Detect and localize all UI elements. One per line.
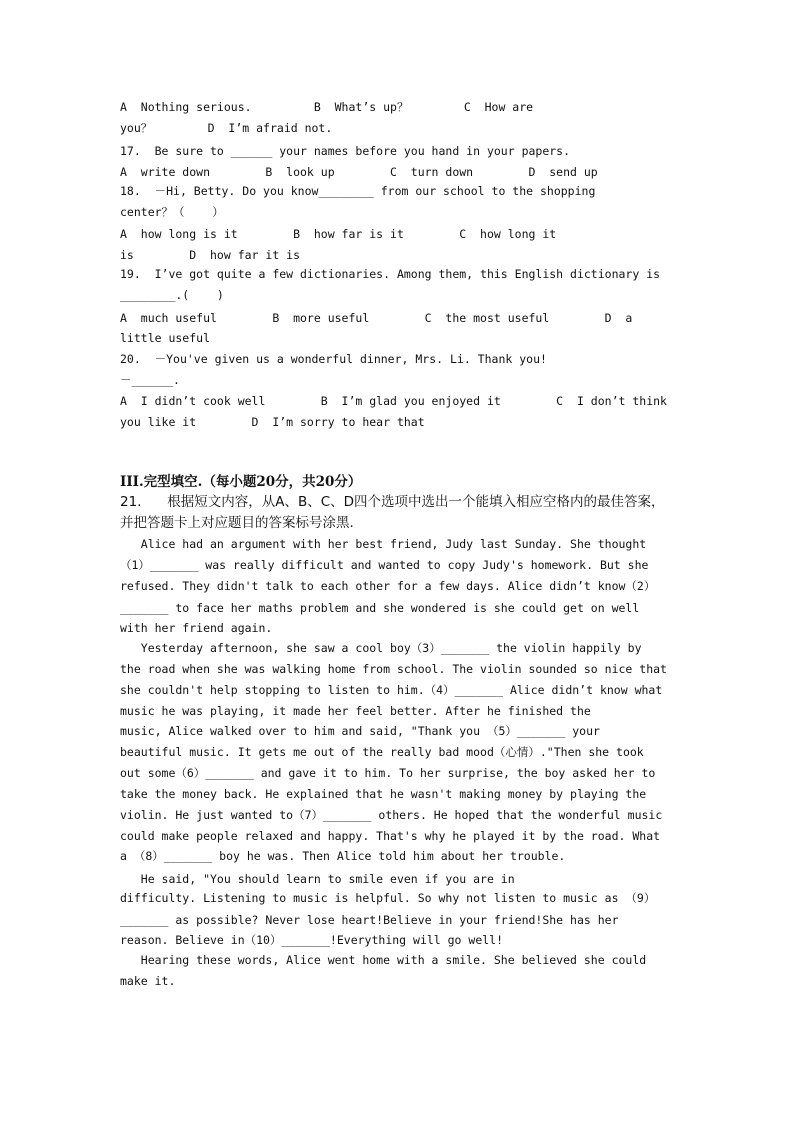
q18-stem-line-2: center？（ ）	[120, 205, 224, 219]
q19-options-line-1: A much useful B more useful C the most useful D a	[120, 311, 633, 325]
q18-options-line-1: A how long is it B how far is it C how long it	[120, 227, 557, 241]
passage-line: He said, "You should learn to smile even if you are in	[120, 872, 515, 886]
section-heading: III.完型填空.（每小题20分，共20分）	[120, 474, 362, 490]
passage-line: out some（6）_______ and gave it to him. To her surprise, the boy asked her to	[120, 766, 656, 780]
passage-line: _______ to face her maths problem and she wondered is she could get on well	[120, 601, 640, 615]
passage-line: the road when she was walking home from school. The violin sounded so nice that	[120, 662, 667, 676]
q20-options-line-2: you like it D I’m sorry to hear that	[120, 415, 425, 429]
q16-options-line-1: A Nothing serious. B What’s up？ C How are	[120, 100, 534, 114]
passage-line: _______ as possible? Never lose heart!Believe in your friend!She has her	[120, 913, 619, 927]
q20-stem-line-1: 20. －You've given us a wonderful dinner, Mrs. Li. Thank you!	[120, 352, 547, 366]
q16-options-line-2: you？ D I’m afraid not.	[120, 121, 333, 135]
passage-line: music, Alice walked over to him and said, "Thank you （5）_______ your	[120, 724, 600, 738]
passage-line: beautiful music. It gets me out of the really bad mood（心情）."Then she took	[120, 745, 644, 759]
passage-line: Hearing these words, Alice went home with a smile. She believed she could	[120, 953, 647, 967]
passage-line: （1）_______ was really difficult and wanted to copy Judy's homework. But she	[120, 558, 649, 572]
passage-line: reason. Believe in（10）_______!Everything will go well!	[120, 933, 504, 947]
passage-line: music he was playing, it made her feel better. After he finished the	[120, 704, 591, 718]
q20-options-line-1: A I didn’t cook well B I’m glad you enjoyed it C I don’t think	[120, 394, 667, 408]
q19-stem-line-2: ________.( )	[120, 288, 224, 302]
passage-line: could make people relaxed and happy. That's why he played it by the road. What	[120, 829, 661, 843]
passage-line: with her friend again.	[120, 621, 273, 635]
passage-line: violin. He just wanted to（7）_______ others. He hoped that the wonderful music	[120, 808, 663, 822]
q20-stem-line-2: －______.	[120, 373, 180, 387]
passage-line: Alice had an argument with her best friend, Judy last Sunday. She thought	[120, 537, 647, 551]
q17-stem: 17. Be sure to ______ your names before you hand in your papers.	[120, 144, 571, 158]
passage-line: a （8）_______ boy he was. Then Alice told him about her trouble.	[120, 849, 566, 863]
passage-line: refused. They didn't talk to each other for a few days. Alice didn’t know（2）	[120, 579, 656, 593]
passage-line: she couldn't help stopping to listen to him.（4）_______ Alice didn’t know what	[120, 683, 663, 697]
q19-options-line-2: little useful	[120, 331, 211, 345]
q18-stem-line-1: 18. －Hi, Betty. Do you know________ from our school to the shopping	[120, 184, 596, 198]
passage-line: difficulty. Listening to music is helpful. So why not listen to music as （9）	[120, 891, 656, 905]
passage-line: take the money back. He explained that he wasn't making money by playing the	[120, 787, 647, 801]
passage-line: make it.	[120, 974, 176, 988]
q17-options: A write down B look up C turn down D send up	[120, 165, 598, 179]
q19-stem-line-1: 19. I’ve got quite a few dictionaries. Among them, this English dictionary is	[120, 267, 661, 281]
instruction-line-1: 21. 根据短文内容，从A、B、C、D四个选项中选出一个能填入相应空格内的最佳答案，	[120, 494, 665, 510]
q18-options-line-2: is D how far it is	[120, 248, 301, 262]
instruction-line-2: 并把答题卡上对应题目的答案标号涂黑.	[120, 515, 354, 531]
passage-line: Yesterday afternoon, she saw a cool boy（3）_______ the violin happily by	[120, 641, 642, 655]
